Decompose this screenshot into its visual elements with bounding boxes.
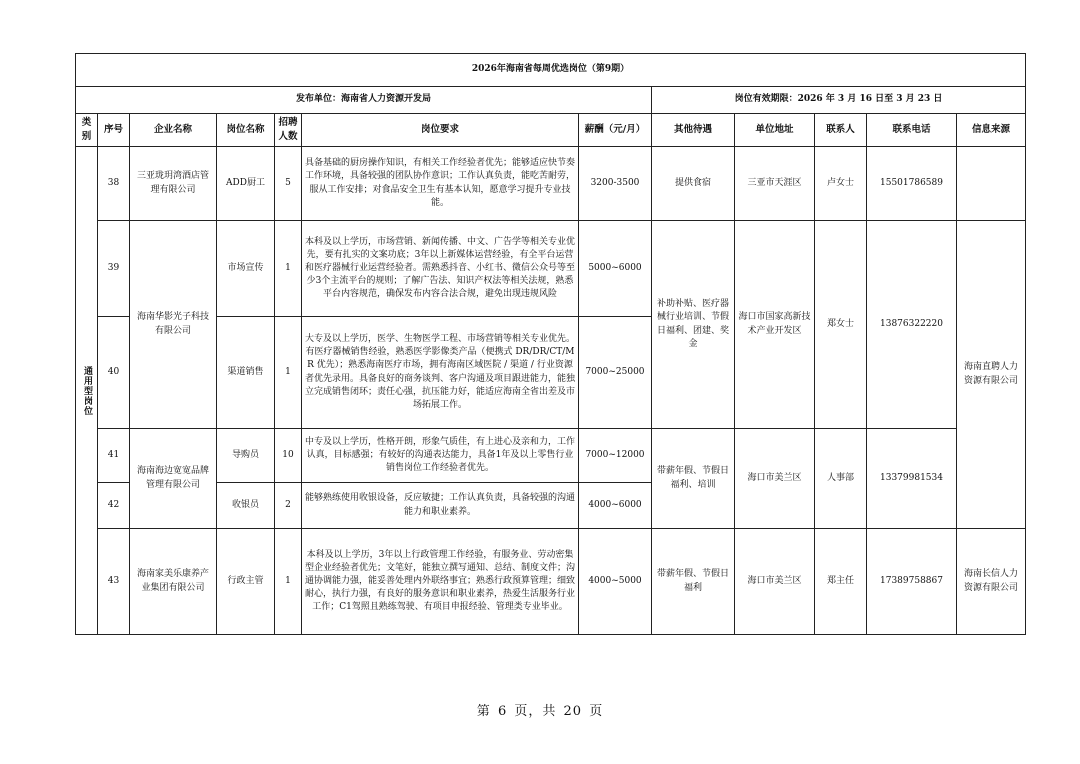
job-table: [75, 53, 1026, 635]
company-name: 三亚珑玥湾酒店管理有限公司: [130, 147, 217, 221]
position-name: 导购员: [217, 429, 275, 483]
position-name: 收银员: [217, 483, 275, 529]
headcount: 10: [275, 429, 302, 483]
info-source: 海南直聘人力资源有限公司: [957, 221, 1026, 529]
publisher: 发布单位：海南省人力资源开发局: [76, 87, 652, 114]
category-cell: 通用型岗位: [76, 147, 98, 635]
company-name: 海南家美乐康养产业集团有限公司: [130, 529, 217, 635]
company-name: 海南华影光子科技有限公司: [130, 221, 217, 429]
col-header: 岗位名称: [217, 114, 275, 147]
table-row: [76, 429, 1026, 483]
info-source: 海南长信人力资源有限公司: [957, 529, 1026, 635]
benefits: 补助补贴、医疗器械行业培训、节假日福利、团建、奖金: [652, 221, 735, 429]
table-row: [76, 221, 1026, 317]
requirements: 能够熟练使用收银设备，反应敏捷；工作认真负责，具备较强的沟通能力和职业素养。: [302, 483, 579, 529]
col-header: 联系人: [815, 114, 867, 147]
col-header: 类别: [76, 114, 98, 147]
benefits: 带薪年假、节假日福利、培训: [652, 429, 735, 529]
salary: 4000~6000: [579, 483, 652, 529]
company-name: 海南海边宽宽品牌管理有限公司: [130, 429, 217, 529]
position-name: 渠道销售: [217, 317, 275, 429]
requirements: 本科及以上学历，3年以上行政管理工作经验，有服务业、劳动密集型企业经验者优先；文笔好，能独立撰写通知、总结、制度文件；沟通协调能力强，能妥善处理内外联络事宜；熟悉行政预算管理；细致耐心，执行力强，有良好的服务意识和职业素养，热爱生活服务行业工作；C1驾照且熟练驾驶、有项目申报经验、管理类专业毕业。: [302, 529, 579, 635]
contact-person: 卢女士: [815, 147, 867, 221]
table-row: [76, 529, 1026, 635]
footer-suffix: 页: [589, 704, 604, 719]
address: 海口市国家高新技术产业开发区: [735, 221, 815, 429]
contact-person: 郑女士: [815, 221, 867, 429]
table-row: [76, 147, 1026, 221]
requirements: 本科及以上学历，市场营销、新闻传播、中文、广告学等相关专业优先，要有扎实的文案功底；3年以上新媒体运营经验，有全平台运营和医疗器械行业运营经验者。需熟悉抖音、小红书、微信公众号等至少3个主流平台的规则；了解广告法、知识产权法等相关法规，熟悉平台内容规范，确保发布内容合法合规，避免出现违规风险: [302, 221, 579, 317]
salary: 3200-3500: [579, 147, 652, 221]
benefits: 带薪年假、节假日福利: [652, 529, 735, 635]
headcount: 5: [275, 147, 302, 221]
info-source: [957, 147, 1026, 221]
col-header: 岗位要求: [302, 114, 579, 147]
row-number: 41: [98, 429, 130, 483]
phone-number: 15501786589: [867, 147, 957, 221]
table-title: 2026年海南省每周优选岗位（第9期）: [76, 54, 1026, 87]
row-number: 39: [98, 221, 130, 317]
row-number: 38: [98, 147, 130, 221]
phone-number: 13876322220: [867, 221, 957, 429]
validity-period: 岗位有效期限：2026 年 3 月 16 日至 3 月 23 日: [652, 87, 1026, 114]
position-name: ADD厨工: [217, 147, 275, 221]
col-header: 薪酬（元/月）: [579, 114, 652, 147]
col-header: 招聘人数: [275, 114, 302, 147]
headcount: 1: [275, 221, 302, 317]
address: 海口市美兰区: [735, 529, 815, 635]
row-number: 43: [98, 529, 130, 635]
col-header: 联系电话: [867, 114, 957, 147]
salary: 7000~12000: [579, 429, 652, 483]
address: 海口市美兰区: [735, 429, 815, 529]
phone-number: 17389758867: [867, 529, 957, 635]
requirements: 具备基础的厨房操作知识，有相关工作经验者优先；能够适应快节奏工作环境，具备较强的团队协作意识；工作认真负责，能吃苦耐劳，服从工作安排；对食品安全卫生有基本认知，愿意学习提升专业技能。: [302, 147, 579, 221]
headcount: 1: [275, 529, 302, 635]
salary: 4000~5000: [579, 529, 652, 635]
row-number: 40: [98, 317, 130, 429]
contact-person: 郑主任: [815, 529, 867, 635]
current-page-number: 6: [497, 704, 508, 719]
page-footer: [0, 700, 1080, 719]
col-header: 其他待遇: [652, 114, 735, 147]
position-name: 行政主管: [217, 529, 275, 635]
col-header: 单位地址: [735, 114, 815, 147]
footer-prefix: 第: [476, 704, 491, 719]
total-pages: 20: [563, 704, 583, 719]
contact-person: 人事部: [815, 429, 867, 529]
col-header: 序号: [98, 114, 130, 147]
address: 三亚市天涯区: [735, 147, 815, 221]
requirements: 中专及以上学历，性格开朗，形象气质佳，有上进心及亲和力，工作认真，目标感强；有较好的沟通表达能力，具备1年及以上零售行业销售岗位工作经验者优先。: [302, 429, 579, 483]
benefits: 提供食宿: [652, 147, 735, 221]
header-row: [76, 114, 1026, 147]
col-header: 信息来源: [957, 114, 1026, 147]
row-number: 42: [98, 483, 130, 529]
col-header: 企业名称: [130, 114, 217, 147]
position-name: 市场宣传: [217, 221, 275, 317]
headcount: 1: [275, 317, 302, 429]
phone-number: 13379981534: [867, 429, 957, 529]
salary: 5000~6000: [579, 221, 652, 317]
headcount: 2: [275, 483, 302, 529]
salary: 7000~25000: [579, 317, 652, 429]
footer-mid: 页，共: [514, 704, 557, 719]
requirements: 大专及以上学历，医学、生物医学工程、市场营销等相关专业优先。有医疗器械销售经验，熟悉医学影像类产品（便携式 DR/DR/CT/MR 优先）；熟悉海南医疗市场，拥有海南区域医院 / 渠道 / 行业资源者优先录用。具备良好的商务谈判、客户沟通及项目跟进能力，能独立完成销售闭环；责任心强，抗压能力好，能适应海南全省出差及市场拓展工作。: [302, 317, 579, 429]
